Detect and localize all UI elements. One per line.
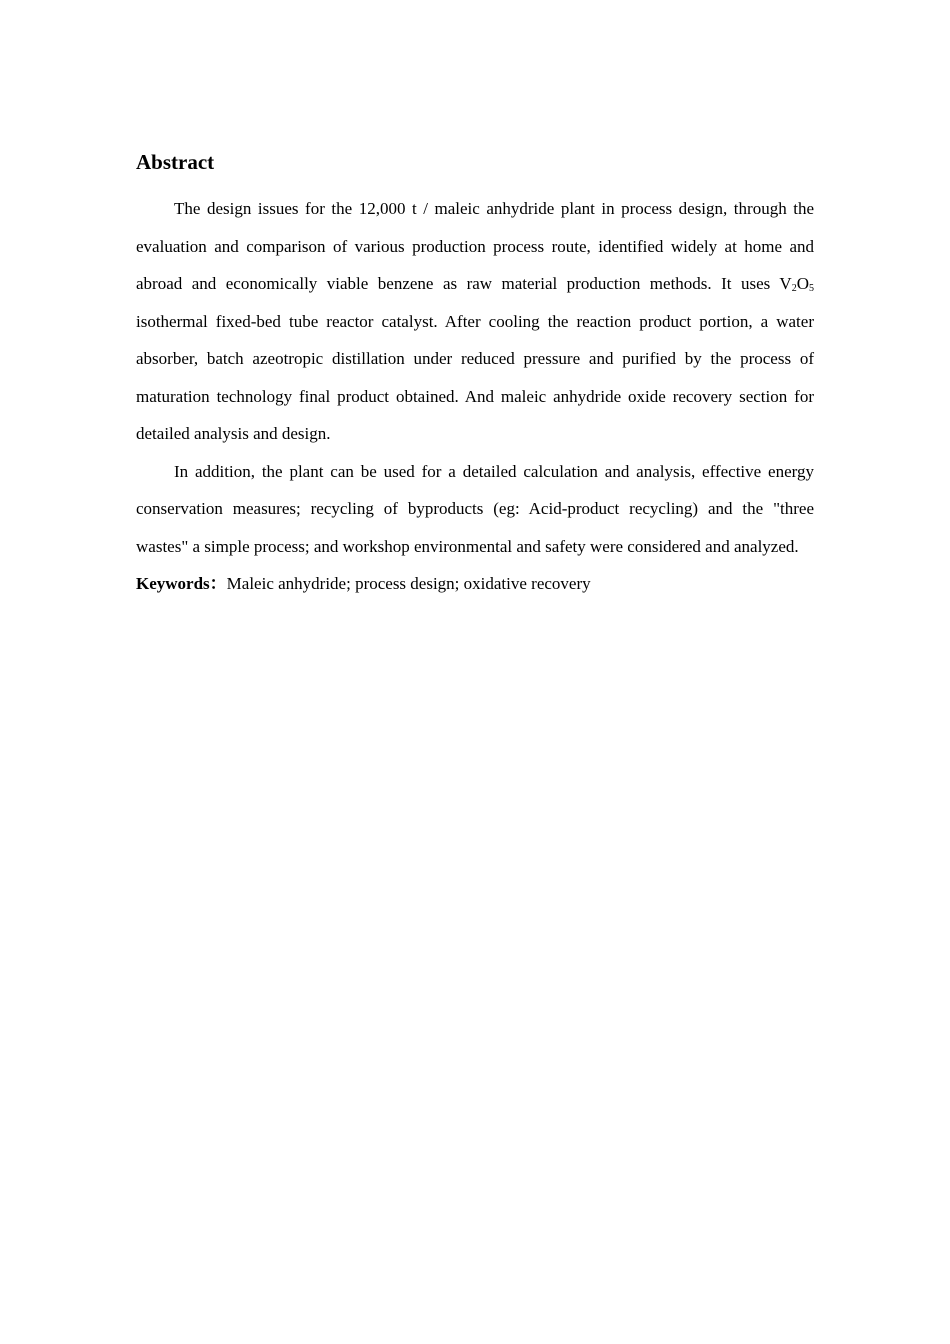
abstract-heading: Abstract (136, 150, 215, 174)
abstract-paragraph-1 (136, 190, 814, 453)
keywords-line (136, 565, 814, 603)
paragraph-1-text-b: O (796, 274, 809, 293)
keywords-text: Maleic anhydride; process design; oxidative recovery (226, 574, 591, 593)
keywords-label: Keywords： (136, 574, 227, 593)
paragraph-1-text-c: isothermal fixed-bed tube reactor catalyst. After cooling the reaction product portion, a water absorber, batch azeotropic distillation under reduced pressure and purified by the process of maturation technology final product obtained. And maleic anhydride oxide recovery section for detailed analysis and design. (136, 311, 814, 443)
abstract-paragraph-2: In addition, the plant can be used for a detailed calculation and analysis, effective energy conservation measures; recycling of byproducts (eg: Acid-product recycling) and the "three wastes" a simple process; and workshop environmental and safety were considered and analyzed. (136, 461, 814, 556)
subscript-5: 5 (809, 283, 814, 294)
paragraph-1-text-a: The design issues for the 12,000 t / maleic anhydride plant in process design, through the evaluation and comparison of various production process route, identified widely at home and abroad and economically viable benzene as raw material production methods. It uses V (136, 199, 814, 293)
subscript-2: 2 (791, 283, 797, 294)
document-page (136, 148, 814, 603)
